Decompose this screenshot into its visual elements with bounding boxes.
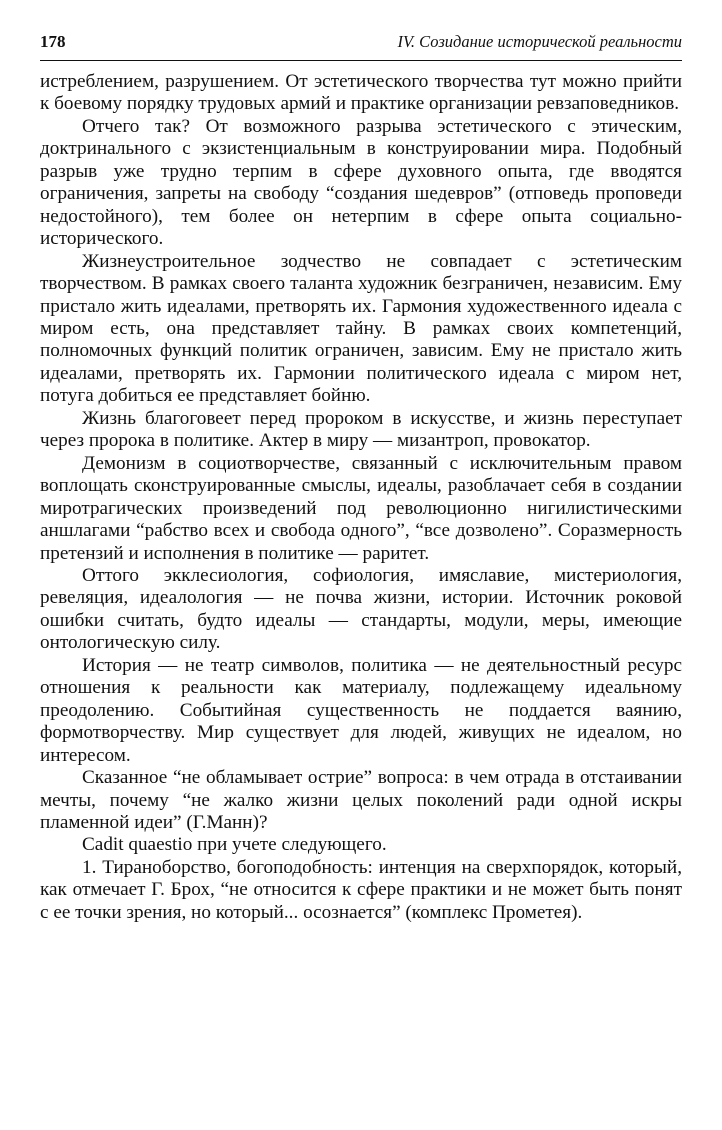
paragraph: Оттого экклесиология, софиология, имяславие, мистериология, ревеляция, идеалология — не почва жизни, истории. Источник роковой ошибки считать, будто идеалы — стандарты, модули, меры, имеющие онтологическую силу.	[40, 564, 682, 654]
paragraph: истреблением, разрушением. От эстетического творчества тут можно прийти к боевому порядку трудовых армий и практике организации ревзаповедников.	[40, 71, 682, 115]
paragraph: Жизнеустроительное зодчество не совпадает с эстетическим творчеством. В рамках своего таланта художник безграничен, независим. Ему пристало жить идеалами, претворять их. Гармония художественного идеала с миром есть, она представляет тайну. В рамках своих компетенций, полномочных функций политик ограничен, зависим. Ему не пристало жить идеалами, претворять их. Гармонии политического идеала с миром нет, потуга добиться ее представляет бойню.	[40, 250, 682, 407]
running-header	[40, 32, 682, 61]
chapter-title: IV. Созидание исторической реальности	[397, 32, 682, 51]
book-page	[40, 32, 682, 924]
paragraph: Cadit quaestio при учете следующего.	[82, 834, 387, 856]
paragraph: История — не театр символов, политика — не деятельностный ресурс отношения к реальности как материалу, подлежащему идеальному преодолению. Событийная существенность не поддается ваянию, формотворчеству. Мир существует для людей, живущих не идеалом, но интересом.	[40, 654, 682, 766]
paragraph: Сказанное “не обламывает острие” вопроса: в чем отрада в отстаивании мечты, почему “не жалко жизни целых поколений ради одной искры пламенной идеи” (Г.Манн)?	[40, 767, 682, 833]
body-text	[40, 71, 682, 924]
paragraph: Отчего так? От возможного разрыва эстетического с этическим, доктринального с экзистенциальным в конструировании мира. Подобный разрыв уже трудно терпим в сфере духовного опыта, где вводятся ограничения, запреты на свободу “создания шедевров” (отповедь проповеди недостойного), тем более он нетерпим в сфере опыта социально-исторического.	[40, 115, 682, 250]
paragraph: Демонизм в социотворчестве, связанный с исключительным правом воплощать сконструированные смыслы, идеалы, разоблачает себя в создании миротрагических произведений под революционно нигилистическими аншлагами “рабство всех и свобода одного”, “все дозволено”. Соразмерность претензий и исполнения в политике — раритет.	[40, 452, 682, 564]
paragraph: Жизнь благоговеет перед пророком в искусстве, и жизнь переступает через пророка в политике. Актер в миру — мизантроп, провокатор.	[40, 407, 682, 452]
paragraph: 1. Тираноборство, богоподобность: интенция на сверхпорядок, который, как отмечает Г. Брох, “не относится к сфере практики и не может быть понят с ее точки зрения, но который... осознается” (комплекс Прометея).	[40, 856, 682, 923]
page-number: 178	[40, 32, 66, 51]
